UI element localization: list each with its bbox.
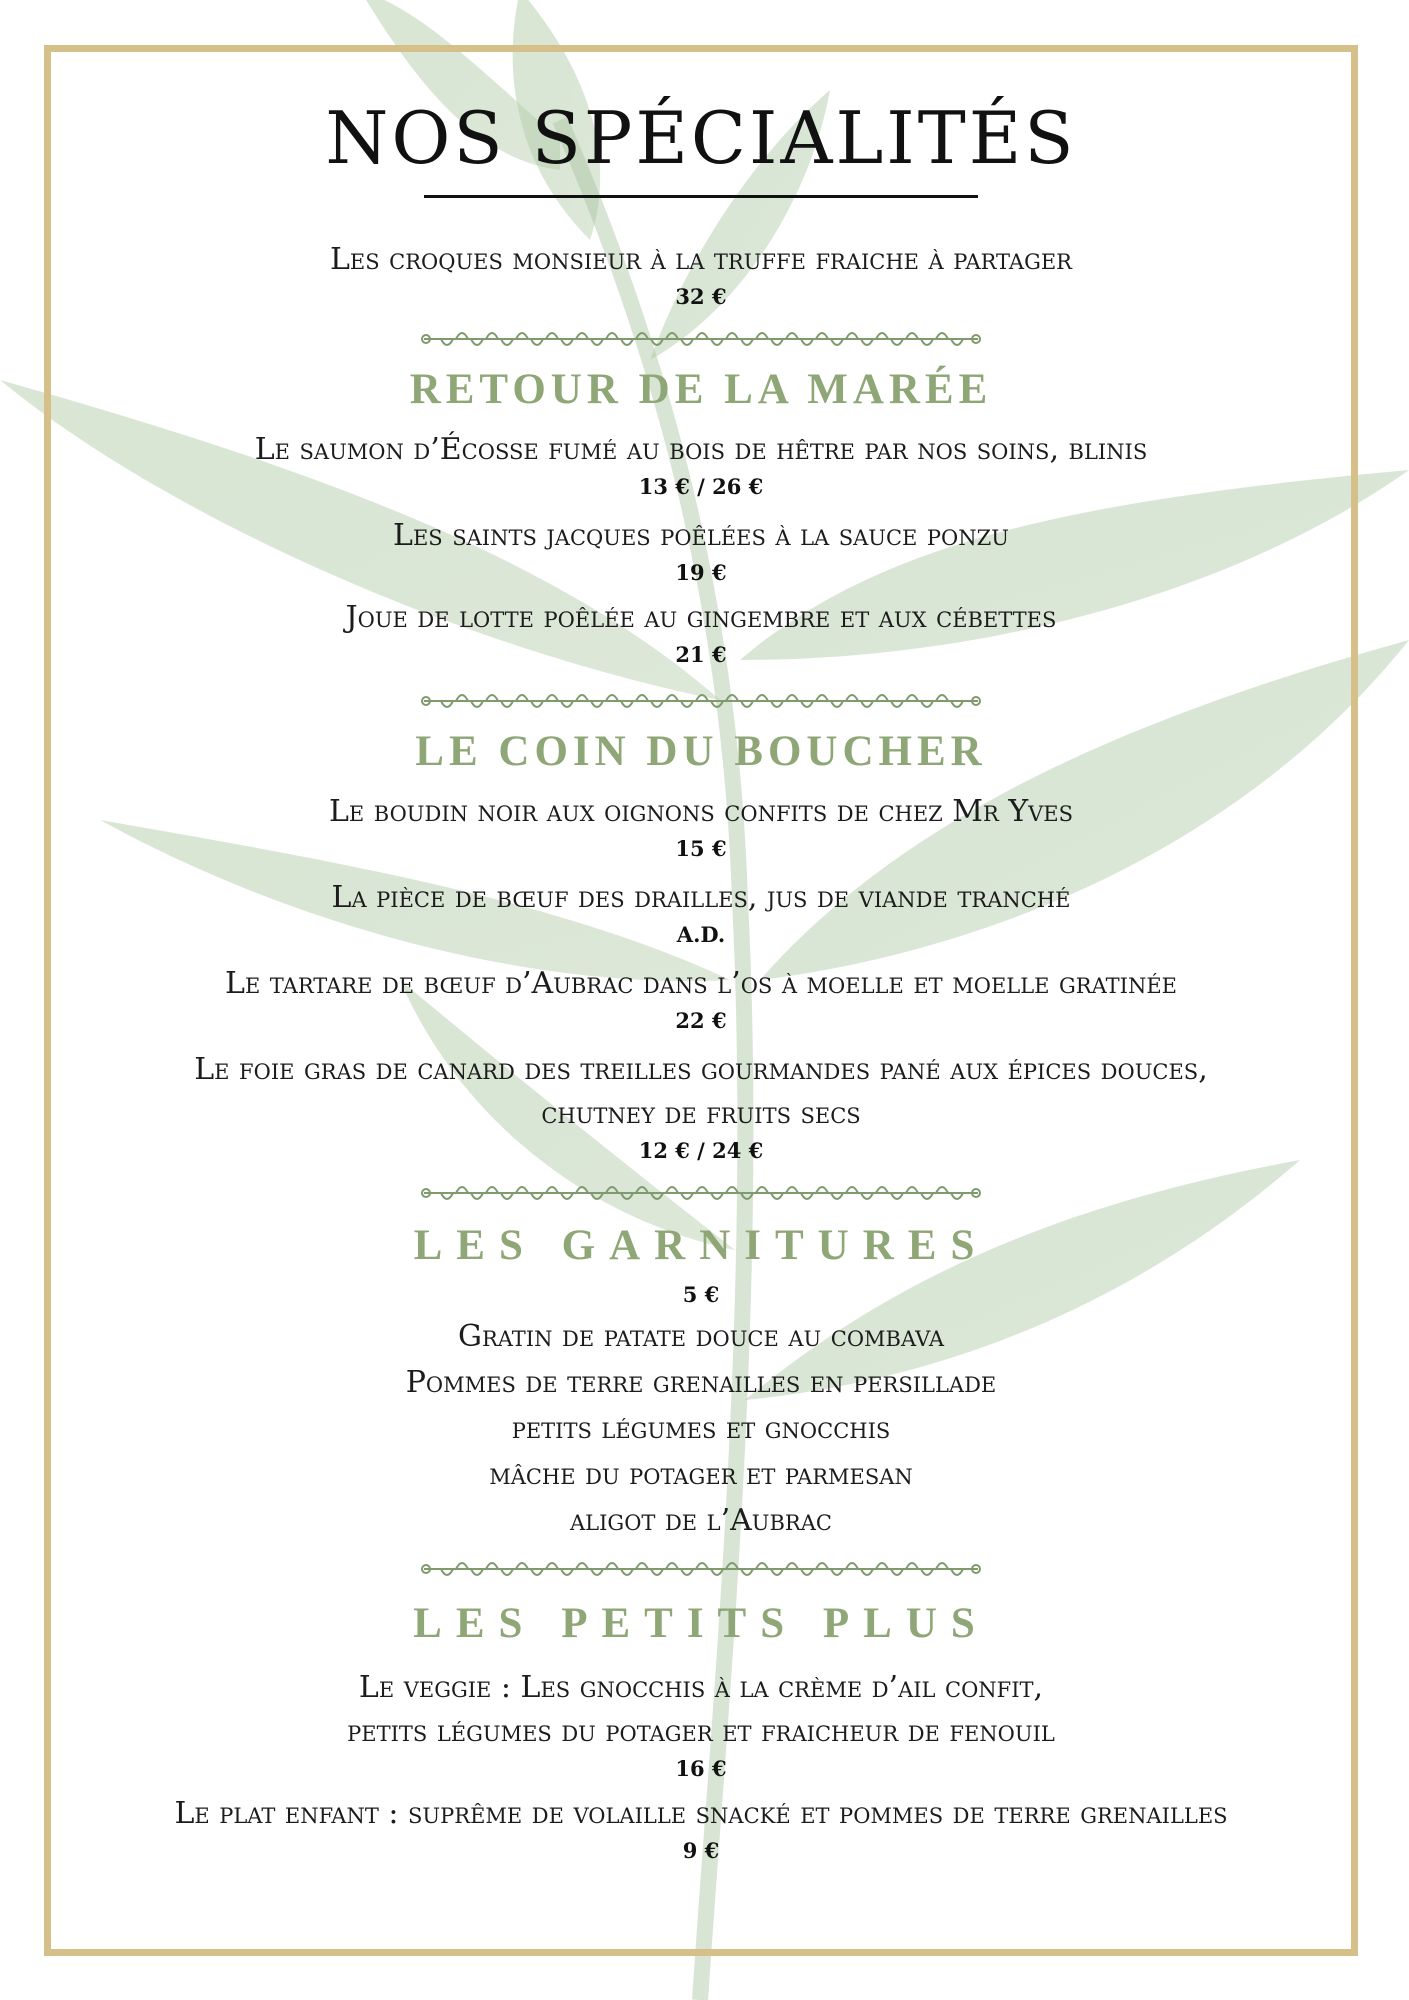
item-price: 21 € <box>675 642 727 668</box>
page-title: NOS SPÉCIALITÉS <box>325 96 1077 180</box>
item-name-continued: petits légumes du potager et fraicheur de fenouil <box>347 1714 1055 1750</box>
item-name: Le veggie : Les gnocchis à la crème d’ail confit, <box>358 1670 1044 1706</box>
item-price: 15 € <box>675 836 727 862</box>
menu-item <box>51 1048 1351 1166</box>
menu-item <box>51 428 1351 502</box>
section-maree <box>51 360 1351 670</box>
vine-divider <box>416 1180 986 1206</box>
section-title: LES PETITS PLUS <box>413 1600 989 1648</box>
menu-item <box>51 1792 1351 1866</box>
intro-item <box>51 238 1351 312</box>
item-name: Joue de lotte poêlée au gingembre et aux cébettes <box>345 600 1057 636</box>
item-price: 9 € <box>682 1838 720 1864</box>
item-name: Le boudin noir aux oignons confits de chez Mr Yves <box>328 794 1074 830</box>
section-title: LES GARNITURES <box>413 1222 989 1270</box>
vine-divider <box>416 1556 986 1582</box>
menu-content <box>51 52 1351 1866</box>
item-name: Le saumon d’Écosse fumé au bois de hêtre par nos soins, blinis <box>254 432 1148 468</box>
menu-item <box>51 962 1351 1036</box>
item-price: 16 € <box>675 1756 727 1782</box>
garniture-item: Pommes de terre grenailles en persillade <box>405 1365 997 1401</box>
item-name-continued: chutney de fruits secs <box>541 1096 861 1132</box>
vine-divider <box>416 688 986 714</box>
vine-divider <box>416 326 986 352</box>
item-price: 12 € / 24 € <box>638 1138 764 1164</box>
item-name: Les croques monsieur à la truffe fraiche à partager <box>329 242 1072 278</box>
item-price: A.D. <box>676 922 726 948</box>
item-price: 22 € <box>675 1008 727 1034</box>
menu-item <box>51 596 1351 670</box>
garniture-item: aligot de l’Aubrac <box>570 1503 832 1539</box>
section-petits-plus <box>51 1594 1351 1866</box>
section-title: LE COIN DU BOUCHER <box>415 728 987 776</box>
section-boucher <box>51 722 1351 1166</box>
title-underline <box>424 195 978 198</box>
item-price: 32 € <box>675 284 727 310</box>
menu-item <box>51 1666 1351 1784</box>
item-name: La pièce de bœuf des drailles, jus de viande tranché <box>331 880 1071 916</box>
item-name: Le tartare de bœuf d’Aubrac dans l’os à moelle et moelle gratinée <box>225 966 1177 1002</box>
garniture-item: petits légumes et gnocchis <box>511 1411 891 1447</box>
menu-item <box>51 514 1351 588</box>
menu-item <box>51 790 1351 864</box>
menu-item <box>51 876 1351 950</box>
item-name: Le plat enfant : suprême de volaille snacké et pommes de terre grenailles <box>174 1796 1228 1832</box>
garniture-item: Gratin de patate douce au combava <box>457 1319 944 1355</box>
item-name: Les saints jacques poêlées à la sauce ponzu <box>393 518 1009 554</box>
item-price: 19 € <box>675 560 727 586</box>
section-garnitures <box>51 1216 1351 1544</box>
garniture-item: mâche du potager et parmesan <box>489 1457 913 1493</box>
item-name: Le foie gras de canard des treilles gourmandes pané aux épices douces, <box>194 1052 1208 1088</box>
section-price: 5 € <box>682 1282 720 1308</box>
item-price: 13 € / 26 € <box>638 474 764 500</box>
section-title: RETOUR DE LA MARÉE <box>409 366 993 414</box>
